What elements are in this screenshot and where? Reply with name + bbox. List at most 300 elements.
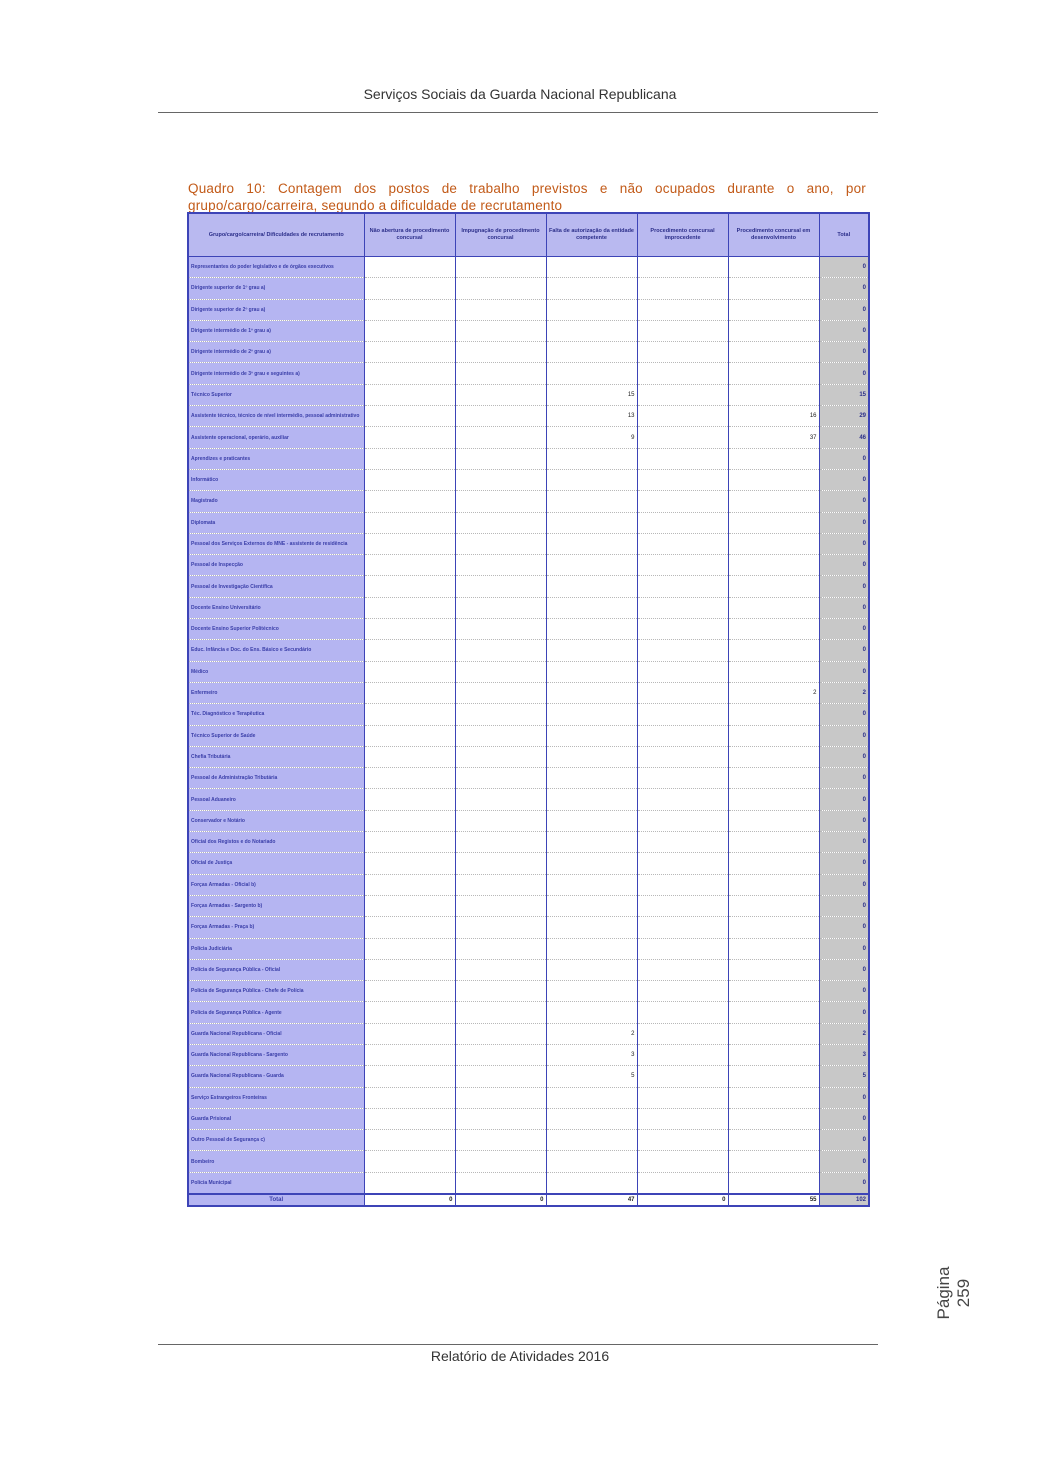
row-label: Aprendizes e praticantes — [188, 448, 364, 469]
row-total: 0 — [819, 874, 869, 895]
cell-c4 — [637, 299, 728, 320]
row-label: Assistente técnico, técnico de nível intermédio, pessoal administrativo — [188, 406, 364, 427]
cell-c5: 2 — [728, 682, 819, 703]
cell-c2 — [455, 406, 546, 427]
row-label: Técnico Superior — [188, 384, 364, 405]
cell-c1 — [364, 555, 455, 576]
table-row — [188, 853, 869, 874]
cell-c2 — [455, 810, 546, 831]
cell-c3 — [546, 1130, 637, 1151]
cell-c1 — [364, 874, 455, 895]
cell-c5 — [728, 512, 819, 533]
row-label: Magistrado — [188, 491, 364, 512]
cell-c3 — [546, 1087, 637, 1108]
page-number: Página 259 — [934, 1266, 973, 1320]
cell-c4 — [637, 810, 728, 831]
cell-c1 — [364, 406, 455, 427]
cell-c3 — [546, 597, 637, 618]
cell-c4 — [637, 512, 728, 533]
row-total: 0 — [819, 895, 869, 916]
cell-c2 — [455, 469, 546, 490]
row-total: 29 — [819, 406, 869, 427]
table-row — [188, 406, 869, 427]
cell-c5 — [728, 491, 819, 512]
row-label: Outro Pessoal de Segurança c) — [188, 1130, 364, 1151]
cell-c3 — [546, 320, 637, 341]
row-total: 0 — [819, 469, 869, 490]
cell-c1 — [364, 1066, 455, 1087]
cell-c1 — [364, 278, 455, 299]
row-total: 2 — [819, 682, 869, 703]
cell-c2 — [455, 789, 546, 810]
cell-c3 — [546, 789, 637, 810]
cell-c5 — [728, 725, 819, 746]
cell-c3 — [546, 1002, 637, 1023]
table-row — [188, 320, 869, 341]
header-col-2: Impugnação de procedimento concursal — [455, 213, 546, 257]
row-total: 0 — [819, 257, 869, 278]
table-row — [188, 1108, 869, 1129]
row-label: Oficial dos Registos e do Notariado — [188, 832, 364, 853]
cell-c4 — [637, 619, 728, 640]
table-row — [188, 384, 869, 405]
row-total: 15 — [819, 384, 869, 405]
cell-c4 — [637, 704, 728, 725]
cell-c3: 2 — [546, 1023, 637, 1044]
row-total: 3 — [819, 1044, 869, 1065]
row-total: 0 — [819, 491, 869, 512]
cell-c2 — [455, 257, 546, 278]
cell-c1 — [364, 576, 455, 597]
cell-c1 — [364, 1023, 455, 1044]
row-label: Informático — [188, 469, 364, 490]
cell-c5 — [728, 832, 819, 853]
table-row — [188, 725, 869, 746]
cell-c4 — [637, 363, 728, 384]
cell-c4 — [637, 469, 728, 490]
row-label: Técnico Superior de Saúde — [188, 725, 364, 746]
cell-c2 — [455, 746, 546, 767]
cell-c3 — [546, 959, 637, 980]
table-row — [188, 576, 869, 597]
header-divider — [158, 112, 878, 113]
total-cell-c1: 0 — [364, 1194, 455, 1206]
table-row — [188, 938, 869, 959]
row-total: 0 — [819, 448, 869, 469]
row-label: Dirigente intermédio de 2º grau a) — [188, 342, 364, 363]
cell-c5 — [728, 1151, 819, 1172]
row-label: Dirigente superior de 2º grau a) — [188, 299, 364, 320]
row-label: Pessoal de Investigação Científica — [188, 576, 364, 597]
row-total: 0 — [819, 342, 869, 363]
cell-c3: 15 — [546, 384, 637, 405]
table-row — [188, 533, 869, 554]
cell-c5 — [728, 1066, 819, 1087]
cell-c1 — [364, 959, 455, 980]
table-row — [188, 895, 869, 916]
row-total: 0 — [819, 1087, 869, 1108]
row-total: 0 — [819, 746, 869, 767]
cell-c3 — [546, 257, 637, 278]
cell-c2 — [455, 661, 546, 682]
cell-c3 — [546, 917, 637, 938]
cell-c1 — [364, 640, 455, 661]
cell-c4 — [637, 1044, 728, 1065]
cell-c5 — [728, 1087, 819, 1108]
cell-c2 — [455, 1172, 546, 1194]
row-total: 0 — [819, 299, 869, 320]
cell-c4 — [637, 832, 728, 853]
cell-c1 — [364, 533, 455, 554]
row-total: 2 — [819, 1023, 869, 1044]
row-total: 0 — [819, 278, 869, 299]
row-total: 0 — [819, 320, 869, 341]
cell-c3 — [546, 895, 637, 916]
cell-c2 — [455, 1151, 546, 1172]
row-total: 0 — [819, 981, 869, 1002]
cell-c5 — [728, 981, 819, 1002]
row-total: 0 — [819, 363, 869, 384]
cell-c1 — [364, 427, 455, 448]
cell-c3 — [546, 576, 637, 597]
row-total: 0 — [819, 597, 869, 618]
cell-c5 — [728, 853, 819, 874]
cell-c1 — [364, 512, 455, 533]
cell-c2 — [455, 363, 546, 384]
cell-c1 — [364, 1044, 455, 1065]
header-group: Grupo/cargo/carreira/ Dificuldades de recrutamento — [188, 213, 364, 257]
cell-c1 — [364, 981, 455, 1002]
cell-c3 — [546, 533, 637, 554]
header-col-3: Falta de autorização da entidade competente — [546, 213, 637, 257]
cell-c5: 37 — [728, 427, 819, 448]
row-label: Chefia Tributária — [188, 746, 364, 767]
row-total: 0 — [819, 853, 869, 874]
cell-c2 — [455, 1087, 546, 1108]
total-cell-c5: 55 — [728, 1194, 819, 1206]
cell-c3 — [546, 640, 637, 661]
cell-c5 — [728, 810, 819, 831]
row-total: 0 — [819, 1130, 869, 1151]
table-row — [188, 427, 869, 448]
cell-c4 — [637, 981, 728, 1002]
row-label: Docente Ensino Superior Politécnico — [188, 619, 364, 640]
row-total: 0 — [819, 725, 869, 746]
cell-c4 — [637, 725, 728, 746]
table-row — [188, 640, 869, 661]
row-label: Guarda Nacional Republicana - Oficial — [188, 1023, 364, 1044]
cell-c3 — [546, 661, 637, 682]
cell-c3 — [546, 682, 637, 703]
cell-c4 — [637, 320, 728, 341]
row-label: Forças Armadas - Oficial b) — [188, 874, 364, 895]
cell-c1 — [364, 1151, 455, 1172]
cell-c3 — [546, 448, 637, 469]
footer-divider — [158, 1344, 878, 1345]
table-row — [188, 810, 869, 831]
row-total: 0 — [819, 661, 869, 682]
table-row — [188, 1087, 869, 1108]
cell-c2 — [455, 895, 546, 916]
cell-c4 — [637, 278, 728, 299]
cell-c5 — [728, 768, 819, 789]
cell-c3 — [546, 363, 637, 384]
row-label: Docente Ensino Universitário — [188, 597, 364, 618]
table-row — [188, 257, 869, 278]
cell-c2 — [455, 959, 546, 980]
row-label: Dirigente intermédio de 1º grau a) — [188, 320, 364, 341]
cell-c5 — [728, 384, 819, 405]
cell-c1 — [364, 257, 455, 278]
header-col-5: Procedimento concursal em desenvolvimento — [728, 213, 819, 257]
row-total: 0 — [819, 512, 869, 533]
cell-c4 — [637, 555, 728, 576]
table-row — [188, 682, 869, 703]
header-col-1: Não abertura de procedimento concursal — [364, 213, 455, 257]
page-footer-title: Relatório de Atividades 2016 — [430, 1348, 610, 1364]
cell-c4 — [637, 874, 728, 895]
cell-c3 — [546, 299, 637, 320]
cell-c1 — [364, 1172, 455, 1194]
cell-c1 — [364, 1087, 455, 1108]
cell-c1 — [364, 1002, 455, 1023]
total-cell-c2: 0 — [455, 1194, 546, 1206]
row-total: 0 — [819, 832, 869, 853]
cell-c5: 16 — [728, 406, 819, 427]
cell-c2 — [455, 320, 546, 341]
cell-c2 — [455, 427, 546, 448]
row-label: Polícia Judiciária — [188, 938, 364, 959]
cell-c2 — [455, 725, 546, 746]
row-label: Enfermeiro — [188, 682, 364, 703]
cell-c1 — [364, 789, 455, 810]
cell-c3 — [546, 704, 637, 725]
table-row — [188, 512, 869, 533]
cell-c1 — [364, 725, 455, 746]
cell-c5 — [728, 917, 819, 938]
cell-c2 — [455, 1044, 546, 1065]
cell-c3 — [546, 874, 637, 895]
cell-c2 — [455, 299, 546, 320]
cell-c5 — [728, 704, 819, 725]
row-total: 0 — [819, 768, 869, 789]
cell-c1 — [364, 491, 455, 512]
table-row — [188, 597, 869, 618]
table-row — [188, 491, 869, 512]
cell-c2 — [455, 576, 546, 597]
cell-c4 — [637, 1108, 728, 1129]
cell-c3 — [546, 619, 637, 640]
cell-c4 — [637, 427, 728, 448]
row-label: Guarda Nacional Republicana - Sargento — [188, 1044, 364, 1065]
row-label: Polícia de Segurança Pública - Agente — [188, 1002, 364, 1023]
cell-c4 — [637, 1151, 728, 1172]
table-row — [188, 299, 869, 320]
table-row — [188, 874, 869, 895]
table-row — [188, 832, 869, 853]
row-label: Assistente operacional, operário, auxiliar — [188, 427, 364, 448]
table-row — [188, 469, 869, 490]
cell-c1 — [364, 917, 455, 938]
row-label: Oficial de Justiça — [188, 853, 364, 874]
cell-c5 — [728, 1002, 819, 1023]
table-row — [188, 342, 869, 363]
cell-c2 — [455, 874, 546, 895]
row-label: Representantes do poder legislativo e de órgãos executivos — [188, 257, 364, 278]
header-col-4: Procedimento concursal improcedente — [637, 213, 728, 257]
row-total: 0 — [819, 704, 869, 725]
cell-c5 — [728, 1108, 819, 1129]
cell-c1 — [364, 661, 455, 682]
cell-c2 — [455, 704, 546, 725]
cell-c4 — [637, 789, 728, 810]
table-row — [188, 917, 869, 938]
table-row — [188, 555, 869, 576]
cell-c2 — [455, 1066, 546, 1087]
table-row — [188, 1172, 869, 1194]
cell-c1 — [364, 320, 455, 341]
cell-c4 — [637, 768, 728, 789]
cell-c1 — [364, 342, 455, 363]
row-label: Guarda Nacional Republicana - Guarda — [188, 1066, 364, 1087]
grand-total: 102 — [819, 1194, 869, 1206]
cell-c4 — [637, 895, 728, 916]
total-cell-c3: 47 — [546, 1194, 637, 1206]
cell-c5 — [728, 555, 819, 576]
table-row — [188, 1066, 869, 1087]
cell-c2 — [455, 917, 546, 938]
cell-c5 — [728, 257, 819, 278]
row-total: 0 — [819, 1151, 869, 1172]
cell-c1 — [364, 768, 455, 789]
row-label: Pessoal Aduaneiro — [188, 789, 364, 810]
row-label: Serviço Estrangeiros Fronteiras — [188, 1087, 364, 1108]
cell-c4 — [637, 746, 728, 767]
cell-c2 — [455, 853, 546, 874]
cell-c2 — [455, 832, 546, 853]
row-total: 46 — [819, 427, 869, 448]
cell-c4 — [637, 448, 728, 469]
cell-c2 — [455, 682, 546, 703]
cell-c2 — [455, 938, 546, 959]
row-total: 0 — [819, 1172, 869, 1194]
cell-c1 — [364, 1130, 455, 1151]
table-row — [188, 1130, 869, 1151]
header-total: Total — [819, 213, 869, 257]
cell-c4 — [637, 257, 728, 278]
row-label: Forças Armadas - Praça b) — [188, 917, 364, 938]
cell-c3 — [546, 491, 637, 512]
cell-c2 — [455, 768, 546, 789]
cell-c3 — [546, 555, 637, 576]
table-caption: Quadro 10: Contagem dos postos de trabalho previstos e não ocupados durante o ano, por grupo/cargo/carreira, segundo a dificuldade de recrutamento — [188, 181, 866, 213]
cell-c5 — [728, 619, 819, 640]
cell-c2 — [455, 619, 546, 640]
table-row — [188, 789, 869, 810]
cell-c3 — [546, 469, 637, 490]
table-row — [188, 448, 869, 469]
row-label: Téc. Diagnóstico e Terapêutica — [188, 704, 364, 725]
cell-c5 — [728, 448, 819, 469]
table-row — [188, 278, 869, 299]
cell-c4 — [637, 576, 728, 597]
cell-c4 — [637, 917, 728, 938]
cell-c5 — [728, 895, 819, 916]
cell-c4 — [637, 1002, 728, 1023]
table-row — [188, 768, 869, 789]
cell-c2 — [455, 491, 546, 512]
cell-c3: 13 — [546, 406, 637, 427]
cell-c2 — [455, 555, 546, 576]
page-header-title: Serviços Sociais da Guarda Nacional Republicana — [363, 86, 677, 102]
cell-c3 — [546, 1151, 637, 1172]
cell-c5 — [728, 278, 819, 299]
row-label: Conservador e Notário — [188, 810, 364, 831]
row-total: 0 — [819, 640, 869, 661]
cell-c1 — [364, 299, 455, 320]
table-row — [188, 981, 869, 1002]
cell-c2 — [455, 640, 546, 661]
row-total: 0 — [819, 810, 869, 831]
cell-c1 — [364, 938, 455, 959]
row-label: Dirigente superior de 1º grau a) — [188, 278, 364, 299]
cell-c4 — [637, 342, 728, 363]
cell-c4 — [637, 640, 728, 661]
vacancy-table — [187, 212, 870, 1207]
cell-c5 — [728, 874, 819, 895]
cell-c1 — [364, 746, 455, 767]
cell-c3 — [546, 1108, 637, 1129]
cell-c3 — [546, 768, 637, 789]
cell-c1 — [364, 682, 455, 703]
row-total: 0 — [819, 789, 869, 810]
cell-c3 — [546, 1172, 637, 1194]
cell-c4 — [637, 661, 728, 682]
cell-c5 — [728, 1172, 819, 1194]
cell-c1 — [364, 619, 455, 640]
cell-c1 — [364, 597, 455, 618]
row-label: Forças Armadas - Sargento b) — [188, 895, 364, 916]
cell-c5 — [728, 576, 819, 597]
cell-c4 — [637, 1023, 728, 1044]
cell-c2 — [455, 533, 546, 554]
row-total: 0 — [819, 959, 869, 980]
table-row — [188, 704, 869, 725]
row-total: 0 — [819, 619, 869, 640]
cell-c2 — [455, 1130, 546, 1151]
row-total: 0 — [819, 938, 869, 959]
cell-c5 — [728, 938, 819, 959]
row-label: Bombeiro — [188, 1151, 364, 1172]
row-label: Pessoal de Inspecção — [188, 555, 364, 576]
row-label: Polícia de Segurança Pública - Oficial — [188, 959, 364, 980]
cell-c4 — [637, 853, 728, 874]
cell-c1 — [364, 895, 455, 916]
row-total: 5 — [819, 1066, 869, 1087]
total-cell-c4: 0 — [637, 1194, 728, 1206]
cell-c3: 5 — [546, 1066, 637, 1087]
cell-c4 — [637, 682, 728, 703]
cell-c4 — [637, 533, 728, 554]
cell-c3 — [546, 981, 637, 1002]
cell-c2 — [455, 384, 546, 405]
cell-c2 — [455, 512, 546, 533]
row-label: Diplomata — [188, 512, 364, 533]
cell-c1 — [364, 1108, 455, 1129]
table-row — [188, 1151, 869, 1172]
row-total: 0 — [819, 1108, 869, 1129]
cell-c5 — [728, 533, 819, 554]
